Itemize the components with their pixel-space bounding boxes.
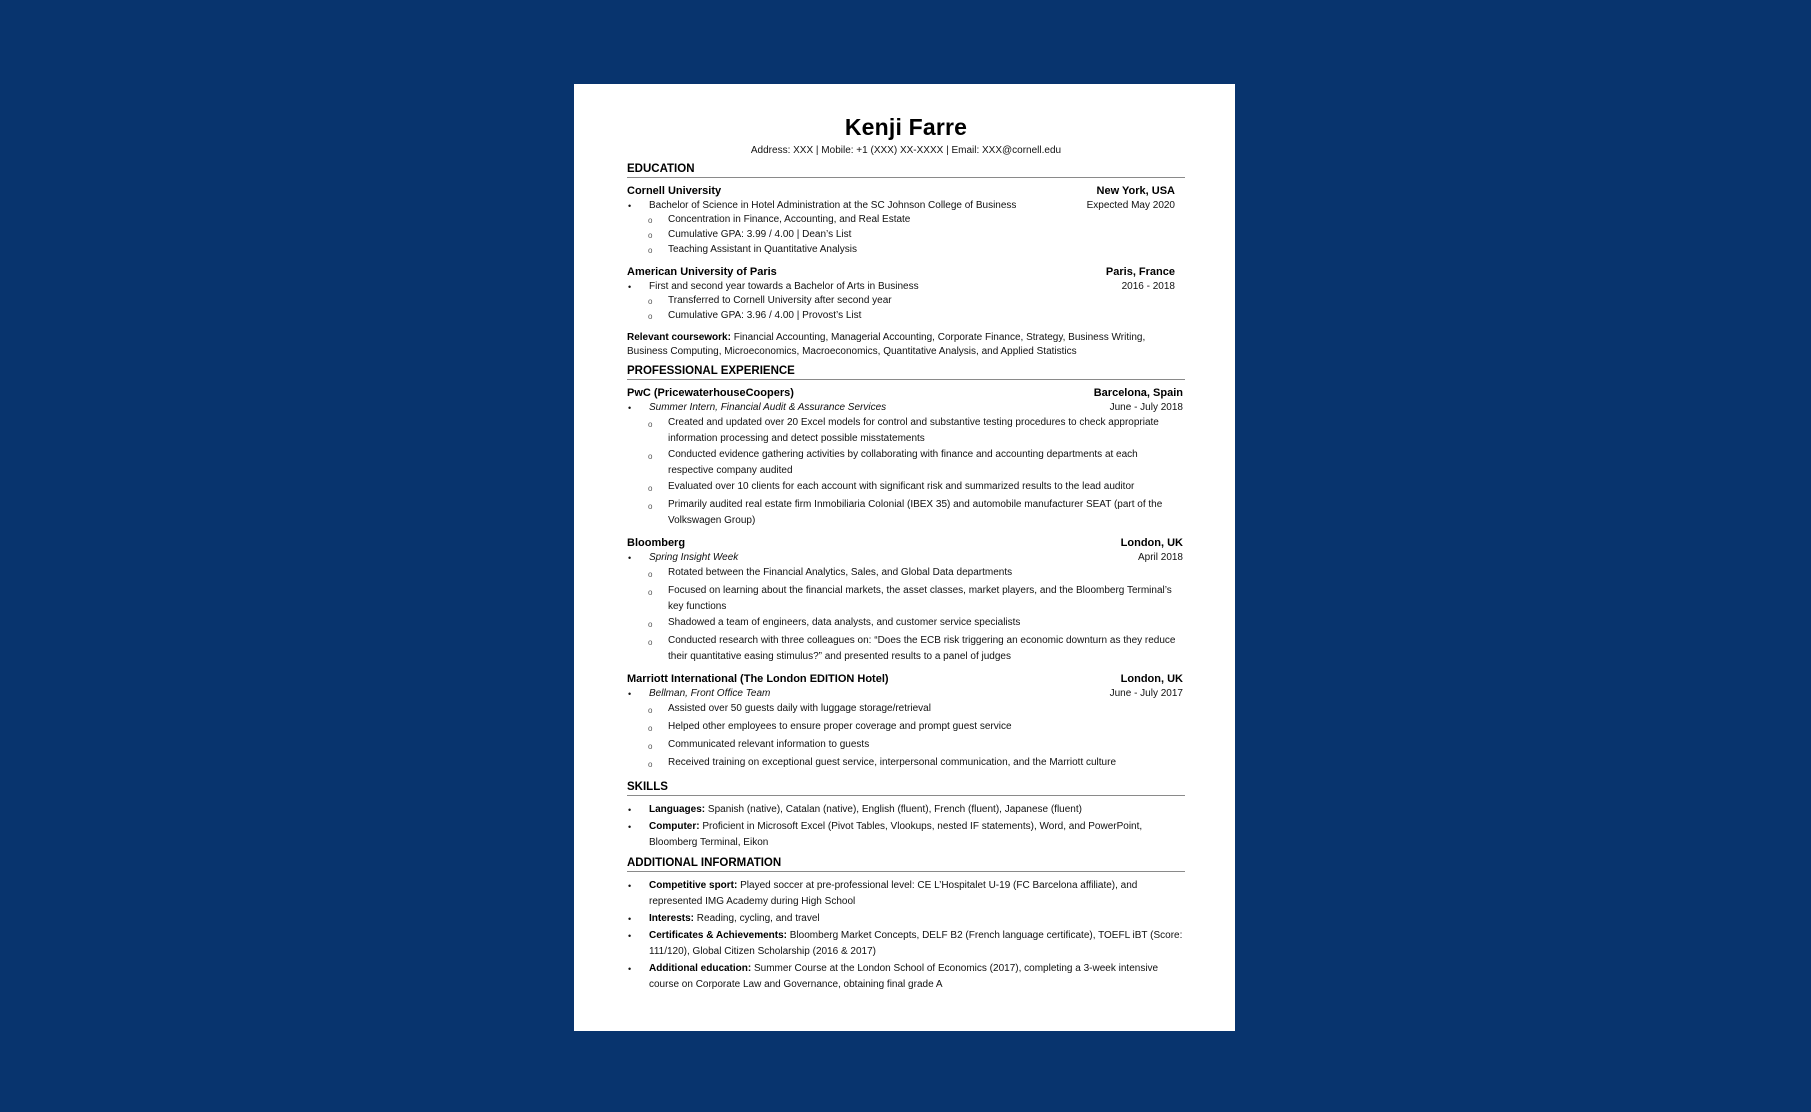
- bullet-icon: •: [628, 931, 632, 941]
- sub-bullet-icon: o: [648, 420, 653, 429]
- additional-label: Interests:: [649, 913, 695, 924]
- bullet-icon: •: [628, 964, 632, 974]
- sub-bullet-icon: o: [648, 760, 653, 769]
- sub-bullet-icon: o: [648, 216, 653, 225]
- sub-bullet-icon: o: [648, 452, 653, 461]
- sub-bullet-icon: o: [648, 724, 653, 733]
- job-role: Spring Insight Week: [649, 552, 739, 563]
- additional-label: Additional education:: [649, 963, 752, 974]
- skill-text: Proficient in Microsoft Excel (Pivot Tables, Vlookups, nested IF statements), Word, and PowerPoint, Bloomberg Terminal, Eikon: [649, 821, 1143, 848]
- experience-entry: [627, 386, 1185, 529]
- resume-content: [627, 114, 1185, 994]
- bullet-icon: •: [628, 201, 632, 211]
- sub-bullet-icon: o: [648, 620, 653, 629]
- education-detail: Teaching Assistant in Quantitative Analysis: [668, 244, 857, 255]
- job-detail: Primarily audited real estate firm Inmobiliaria Colonial (IBEX 35) and automobile manufacturer SEAT (part of the Volkswagen Group): [668, 499, 1163, 526]
- education-detail: Cumulative GPA: 3.96 / 4.00 | Provost’s List: [668, 310, 862, 321]
- education-date: Expected May 2020: [1086, 200, 1175, 211]
- school-name: Cornell University: [627, 185, 722, 197]
- skill-text: Spanish (native), Catalan (native), English (fluent), French (fluent), Japanese (fluent): [705, 804, 1082, 815]
- job-detail: Created and updated over 20 Excel models for control and substantive testing procedures to check appropriate information processing and detect possible misstatements: [668, 417, 1159, 444]
- school-location: Paris, France: [1105, 266, 1175, 278]
- section-title-experience: PROFESSIONAL EXPERIENCE: [627, 364, 1185, 380]
- bullet-icon: •: [628, 914, 632, 924]
- additional-section: [627, 856, 1185, 993]
- job-detail: Conducted research with three colleagues on: “Does the ECB risk triggering an economic downturn as they reduce their quantitative easing stimulus?” and presented results to a panel of judges: [668, 635, 1176, 662]
- company-location: London, UK: [1120, 673, 1183, 685]
- company-name: Marriott International (The London EDITION Hotel): [627, 673, 889, 685]
- contact-line: Address: XXX | Mobile: +1 (XXX) XX-XXXX | Email: XXX@cornell.edu: [750, 145, 1062, 156]
- job-detail: Rotated between the Financial Analytics, Sales, and Global Data departments: [668, 567, 1013, 578]
- company-location: Barcelona, Spain: [1093, 387, 1183, 399]
- job-detail: Communicated relevant information to guests: [668, 739, 870, 750]
- company-location: London, UK: [1120, 537, 1183, 549]
- job-detail: Received training on exceptional guest service, interpersonal communication, and the Marriott culture: [668, 757, 1117, 768]
- additional-item: [627, 961, 1185, 993]
- sub-bullet-icon: o: [648, 742, 653, 751]
- education-detail: Cumulative GPA: 3.99 / 4.00 | Dean’s List: [668, 229, 852, 240]
- section-title-education: EDUCATION: [627, 162, 1185, 178]
- sub-bullet-icon: o: [648, 502, 653, 511]
- education-detail: Concentration in Finance, Accounting, and Real Estate: [668, 214, 911, 225]
- job-date: April 2018: [1137, 552, 1183, 563]
- bullet-icon: •: [628, 403, 632, 413]
- additional-item: [627, 878, 1185, 910]
- experience-section: [627, 364, 1185, 773]
- sub-bullet-icon: o: [648, 484, 653, 493]
- resume-page: [574, 84, 1235, 1031]
- sub-bullet-icon: o: [648, 312, 653, 321]
- skill-item: [627, 802, 1185, 818]
- additional-text: Bloomberg Market Concepts, DELF B2 (French language certificate), TOEFL iBT (Score: 111/120), Global Citizen Scholarship (2016 & 2017): [649, 930, 1183, 957]
- skill-item: [627, 819, 1185, 851]
- degree: Bachelor of Science in Hotel Administration at the SC Johnson College of Business: [649, 200, 1017, 211]
- sub-bullet-icon: o: [648, 588, 653, 597]
- experience-entry: [627, 672, 1185, 773]
- job-role: Bellman, Front Office Team: [649, 688, 771, 699]
- job-role: Summer Intern, Financial Audit & Assurance Services: [649, 402, 887, 413]
- additional-text: Reading, cycling, and travel: [694, 913, 820, 924]
- additional-text: Summer Course at the London School of Economics (2017), completing a 3-week intensive course on Corporate Law and Governance, obtaining final grade A: [649, 963, 1159, 990]
- company-name: PwC (PricewaterhouseCoopers): [627, 387, 794, 399]
- education-entry: [627, 184, 1185, 258]
- bullet-icon: •: [628, 553, 632, 563]
- experience-entry: [627, 536, 1185, 665]
- sub-bullet-icon: o: [648, 297, 653, 306]
- job-detail: Evaluated over 10 clients for each account with significant risk and summarized results to the lead auditor: [668, 481, 1135, 492]
- sub-bullet-icon: o: [648, 706, 653, 715]
- bullet-icon: •: [628, 881, 632, 891]
- job-detail: Conducted evidence gathering activities by collaborating with finance and accounting departments at each respective company audited: [668, 449, 1138, 476]
- education-date: 2016 - 2018: [1121, 281, 1175, 292]
- education-detail: Transferred to Cornell University after second year: [668, 295, 892, 306]
- bullet-icon: •: [628, 282, 632, 292]
- additional-label: Competitive sport:: [649, 880, 738, 891]
- skill-label: Languages:: [649, 804, 706, 815]
- job-detail: Assisted over 50 guests daily with luggage storage/retrieval: [668, 703, 931, 714]
- job-detail: Helped other employees to ensure proper coverage and prompt guest service: [668, 721, 1012, 732]
- coursework-list: Financial Accounting, Managerial Accounting, Corporate Finance, Strategy, Business Writing, Business Computing, Microeconomics, Macroeconomics, Quantitative Analysis, and Applied Statistics: [627, 332, 1146, 357]
- additional-item: [627, 911, 1185, 927]
- section-title-additional: ADDITIONAL INFORMATION: [627, 856, 1185, 872]
- job-date: June - July 2017: [1109, 688, 1183, 699]
- skills-section: [627, 780, 1185, 851]
- job-detail: Shadowed a team of engineers, data analysts, and customer service specialists: [668, 617, 1021, 628]
- candidate-name: Kenji Farre: [844, 114, 968, 140]
- job-detail: Focused on learning about the financial markets, the asset classes, market players, and the Bloomberg Terminal’s key functions: [668, 585, 1172, 612]
- skill-label: Computer:: [649, 821, 700, 832]
- school-name: American University of Paris: [627, 266, 777, 278]
- school-location: New York, USA: [1096, 185, 1175, 197]
- education-section: [627, 162, 1185, 359]
- education-entry: [627, 265, 1185, 324]
- bullet-icon: •: [628, 689, 632, 699]
- sub-bullet-icon: o: [648, 246, 653, 255]
- section-title-skills: SKILLS: [627, 780, 1185, 796]
- relevant-coursework: [627, 331, 1185, 359]
- company-name: Bloomberg: [627, 537, 686, 549]
- additional-label: Certificates & Achievements:: [649, 930, 788, 941]
- additional-text: Played soccer at pre-professional level: CE L’Hospitalet U-19 (FC Barcelona affiliate), and represented IMG Academy during High School: [649, 880, 1138, 907]
- job-date: June - July 2018: [1109, 402, 1183, 413]
- bullet-icon: •: [628, 805, 632, 815]
- additional-item: [627, 928, 1185, 960]
- coursework-label: Relevant coursework:: [627, 332, 731, 343]
- sub-bullet-icon: o: [648, 231, 653, 240]
- sub-bullet-icon: o: [648, 638, 653, 647]
- sub-bullet-icon: o: [648, 570, 653, 579]
- degree: First and second year towards a Bachelor of Arts in Business: [649, 281, 919, 292]
- bullet-icon: •: [628, 822, 632, 832]
